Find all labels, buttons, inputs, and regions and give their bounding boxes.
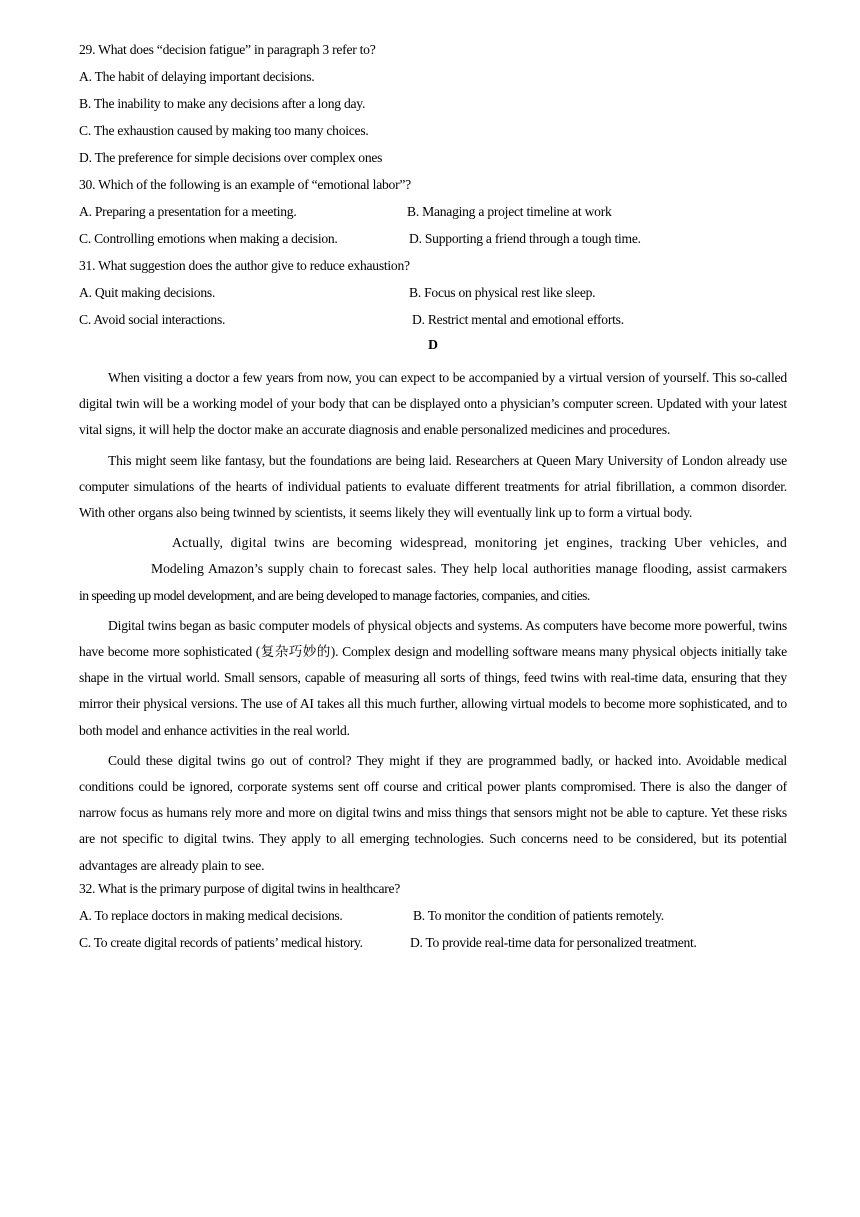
question-29-option-c: C. The exhaustion caused by making too many choices. bbox=[79, 123, 369, 138]
passage-paragraph-5-text: Could these digital twins go out of control? They might if they are programmed badly, or hacked into. Avoidable medical conditions could be ignored, corporate systems sent off course and critical power plants compromised. There is also the danger of narrow focus as humans rely more and more on digital twins and miss things that sensors might not be able to capture. Yet these risks are not specific to digital twins. They apply to all emerging technologies. Such concerns need to be considered, but its potential advantages are already plain to see. bbox=[79, 752, 787, 873]
question-31-option-a: A. Quit making decisions. bbox=[79, 285, 216, 300]
question-32-option-d: D. To provide real-time data for personalized treatment. bbox=[410, 934, 697, 950]
question-29-option-b: B. The inability to make any decisions after a long day. bbox=[79, 96, 366, 111]
question-31-stem: 31. What suggestion does the author give to reduce exhaustion? bbox=[79, 258, 410, 273]
question-32-options-row-1 bbox=[79, 906, 787, 933]
question-32-option-a: A. To replace doctors in making medical decisions. bbox=[79, 907, 343, 923]
passage-paragraph-4-text: Digital twins began as basic computer models of physical objects and systems. As computers have become more powerful, twins have become more sophisticated (复杂巧妙的). Complex design and modelling software means many physical objects initially take shape in the virtual world. Small sensors, capable of measuring all sorts of things, feed twins with real-time data, ensuring that they mirror their physical versions. The use of AI takes all this much further, allowing virtual models to become more sophisticated, and to both model and enhance activities in the real world. bbox=[79, 617, 787, 738]
question-29-stem: 29. What does “decision fatigue” in paragraph 3 refer to? bbox=[79, 42, 376, 57]
passage-paragraph-2 bbox=[79, 448, 787, 527]
passage-paragraph-3-line-1: Actually, digital twins are becoming widespread, monitoring jet engines, tracking Uber vehicles, and bbox=[172, 535, 787, 551]
passage-paragraph-3 bbox=[79, 530, 787, 609]
question-30-options-row-1 bbox=[79, 202, 787, 229]
question-30-option-b: B. Managing a project timeline at work bbox=[407, 204, 612, 219]
question-31-option-b: B. Focus on physical rest like sleep. bbox=[409, 285, 596, 300]
passage-paragraph-1-text: When visiting a doctor a few years from now, you can expect to be accompanied by a virtual version of yourself. This so-called digital twin will be a working model of your body that can be displayed onto a physician’s computer screen. Updated with your latest vital signs, it will help the doctor make an accurate diagnosis and enable personalized medicines and procedures. bbox=[79, 370, 787, 438]
section-heading: D bbox=[428, 337, 438, 352]
passage-paragraph-3-line-3: in speeding up model development, and are being developed to manage factories, companies, and cities. bbox=[79, 587, 590, 603]
question-31-option-c: C. Avoid social interactions. bbox=[79, 312, 226, 327]
question-30-option-d: D. Supporting a friend through a tough time. bbox=[409, 231, 641, 246]
passage-paragraph-3-line-2: Modeling Amazon’s supply chain to forecast sales. They help local authorities manage flooding, assist carmakers bbox=[151, 561, 787, 577]
question-32-options-row-2 bbox=[79, 933, 787, 960]
question-29-option-a: A. The habit of delaying important decisions. bbox=[79, 69, 315, 84]
passage-paragraph-1 bbox=[79, 365, 787, 444]
question-30-option-a: A. Preparing a presentation for a meeting. bbox=[79, 204, 297, 219]
question-31-options-row-1 bbox=[79, 283, 787, 310]
question-30-options-row-2 bbox=[79, 229, 787, 256]
question-32-option-c: C. To create digital records of patients’ medical history. bbox=[79, 934, 363, 950]
question-32-option-b: B. To monitor the condition of patients remotely. bbox=[413, 907, 664, 923]
passage-paragraph-5 bbox=[79, 748, 787, 879]
exam-page bbox=[79, 40, 787, 960]
question-29-option-d: D. The preference for simple decisions over complex ones bbox=[79, 150, 383, 165]
question-31-options-row-2 bbox=[79, 310, 787, 337]
question-30-option-c: C. Controlling emotions when making a decision. bbox=[79, 231, 338, 246]
passage-paragraph-4 bbox=[79, 613, 787, 744]
question-31-option-d: D. Restrict mental and emotional efforts. bbox=[412, 312, 624, 327]
passage-paragraph-2-text: This might seem like fantasy, but the foundations are being laid. Researchers at Queen Mary University of London already use computer simulations of the hearts of individual patients to evaluate different treatments for atrial fibrillation, a common disorder. With other organs also being twinned by scientists, it seems likely they will eventually link up to form a virtual body. bbox=[79, 452, 787, 521]
question-32-stem: 32. What is the primary purpose of digital twins in healthcare? bbox=[79, 880, 400, 896]
question-30-stem: 30. Which of the following is an example of “emotional labor”? bbox=[79, 177, 411, 192]
